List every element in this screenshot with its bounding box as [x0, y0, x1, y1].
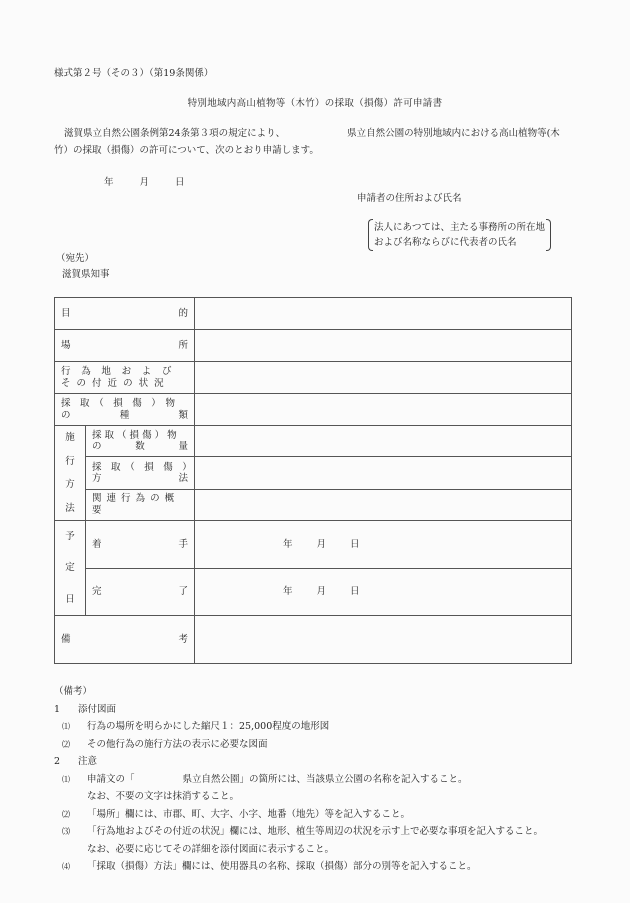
- label-char: 了: [178, 586, 188, 598]
- row-purpose: [55, 298, 572, 330]
- item-number: ⑵: [62, 739, 70, 749]
- label-char: 数: [135, 441, 145, 453]
- corporate-note-line-1: 法人にあつては、主たる事務所の所在地: [374, 222, 546, 233]
- note-item-continuation: なお、不要の文字は抹消すること。: [87, 791, 240, 802]
- field-purpose[interactable]: [195, 298, 572, 330]
- field-species[interactable]: [195, 394, 572, 426]
- notes-section-2-heading: [54, 753, 543, 771]
- field-location[interactable]: [195, 330, 572, 362]
- intro-part-2: 県立自然公園の特別地域内における高山植物等(木: [347, 128, 560, 139]
- addressee-label: （宛先）: [56, 253, 95, 264]
- row-site-condition: [55, 362, 572, 394]
- corporate-note: [368, 219, 551, 251]
- label-purpose: [55, 298, 195, 330]
- label-char: 施: [65, 432, 75, 444]
- date-month: 月: [316, 538, 327, 550]
- row-method: [55, 457, 572, 489]
- label-char: 種: [119, 409, 130, 421]
- date-year: 年: [283, 538, 293, 550]
- field-end-date[interactable]: [195, 568, 572, 616]
- label-line: 採 取 （ 損 傷 ） 物: [61, 398, 176, 410]
- section-number: 1: [54, 703, 61, 715]
- row-quantity: [55, 426, 572, 457]
- item-text: 「行為地およびその付近の状況」欄には、地形、植生等周辺の状況を示す上で必要な事項を記入すること。: [87, 826, 544, 837]
- label-char: 予: [65, 530, 75, 542]
- label-char: 法: [65, 502, 75, 514]
- item-number: ⑴: [62, 774, 70, 784]
- label-char: 備: [61, 633, 71, 645]
- item-text: その他行為の施行方法の表示に必要な図面: [87, 738, 268, 750]
- notes-heading: （備考）: [54, 686, 93, 697]
- date-day: 日: [350, 586, 360, 598]
- field-start-date[interactable]: [195, 521, 572, 569]
- row-location: [55, 330, 572, 362]
- date-month: 月: [139, 177, 150, 188]
- label-species: [55, 394, 195, 426]
- document-title: 特別地域内高山植物等（木竹）の採取（損傷）許可申請書: [187, 98, 443, 109]
- date-year: 年: [283, 586, 293, 598]
- label-line: 行 為 地 お よ び: [61, 366, 173, 378]
- form-number: 様式第２号（その３）（第19条関係）: [54, 68, 214, 79]
- label-char: 目: [61, 307, 71, 319]
- item-number: ⑴: [62, 722, 70, 731]
- label-char: 量: [178, 441, 188, 453]
- label-char: 手: [178, 538, 188, 550]
- label-method-group: [55, 426, 86, 521]
- label-char: の: [92, 441, 102, 453]
- item-text: 「採取（損傷）方法」欄には、使用器具の名称、採取（損傷）部分の別等を記入すること。: [87, 861, 477, 872]
- section-number: 2: [54, 756, 61, 767]
- label-char: 類: [178, 409, 188, 421]
- label-related-activity: 関 連 行 為 の 概 要: [86, 489, 195, 520]
- notes-section: [54, 683, 543, 876]
- item-text: 行為の場所を明らかにした縮尺１：25,000程度の地形図: [87, 721, 330, 732]
- label-location: [55, 330, 195, 362]
- label-line: 採 取 （ 損 傷 ） 物: [92, 429, 177, 441]
- label-char: 場: [61, 339, 71, 351]
- field-method[interactable]: [195, 457, 572, 489]
- field-site-condition[interactable]: [195, 362, 572, 394]
- label-char: 定: [65, 562, 75, 574]
- label-end: [86, 568, 195, 616]
- date-year: 年: [104, 177, 114, 188]
- addressee: 滋賀県知事: [62, 269, 110, 280]
- item-text: 「場所」欄には、市郡、町、大字、小字、地番（地先）等を記入すること。: [87, 808, 411, 820]
- item-number: ⑷: [62, 862, 70, 871]
- field-quantity[interactable]: [195, 426, 572, 457]
- row-end-date: [55, 568, 572, 616]
- label-quantity: [86, 426, 195, 457]
- note-item: [54, 718, 543, 736]
- note-item: [54, 771, 543, 789]
- intro-line-2: 竹）の採取（損傷）の許可について、次のとおり申請します。: [54, 145, 319, 156]
- date-day: 日: [175, 177, 185, 188]
- label-char: 考: [178, 633, 188, 645]
- field-related-activity[interactable]: [195, 489, 572, 520]
- item-text: 県立自然公園」の箇所には、当該県立公園の名称を記入すること。: [182, 773, 468, 785]
- row-remarks: [55, 616, 572, 664]
- date-month: 月: [316, 586, 327, 598]
- item-number: ⑵: [62, 809, 70, 819]
- application-form-table: [54, 297, 572, 664]
- item-number: ⑶: [62, 827, 70, 836]
- label-line: そ の 付 近 の 状 況: [61, 377, 166, 389]
- row-start-date: [55, 521, 572, 569]
- label-char: の: [61, 409, 71, 421]
- label-char: 完: [92, 586, 102, 598]
- section-title: 注意: [78, 756, 98, 767]
- note-item: [54, 736, 543, 754]
- note-item-continuation: なお、必要に応じてその詳細を添付図面に表示すること。: [87, 843, 335, 855]
- intro-line-1: [64, 128, 560, 139]
- notes-section-1-heading: [54, 701, 543, 719]
- date-day: 日: [350, 538, 360, 550]
- label-line: 採 取 （ 損 傷 ）: [92, 461, 192, 473]
- application-date[interactable]: [104, 177, 211, 188]
- label-char: 法: [178, 472, 188, 484]
- label-char: 所: [178, 339, 188, 351]
- section-title: 添付図面: [78, 703, 117, 715]
- label-char: 着: [92, 538, 102, 550]
- label-char: 方: [65, 479, 75, 491]
- item-text: 申請文の「: [87, 773, 135, 785]
- applicant-label: 申請者の住所および氏名: [357, 193, 462, 204]
- label-start: [86, 521, 195, 569]
- label-method: [86, 457, 195, 489]
- label-remarks: [55, 616, 195, 664]
- label-site-condition: [55, 362, 195, 394]
- label-schedule-group: [55, 521, 86, 616]
- label-char: 的: [178, 307, 188, 319]
- row-related-activity: [55, 489, 572, 520]
- label-char: 方: [92, 472, 102, 484]
- note-item: [54, 858, 543, 876]
- field-remarks[interactable]: [195, 616, 572, 664]
- label-char: 行: [65, 455, 75, 467]
- row-species: [55, 394, 572, 426]
- corporate-note-line-2: および名称ならびに代表者の氏名: [374, 237, 517, 248]
- note-item: [54, 823, 543, 841]
- note-item: [54, 806, 543, 824]
- intro-part-1: 滋賀県立自然公園条例第24条第３項の規定により、: [64, 128, 286, 139]
- label-char: 日: [65, 593, 75, 605]
